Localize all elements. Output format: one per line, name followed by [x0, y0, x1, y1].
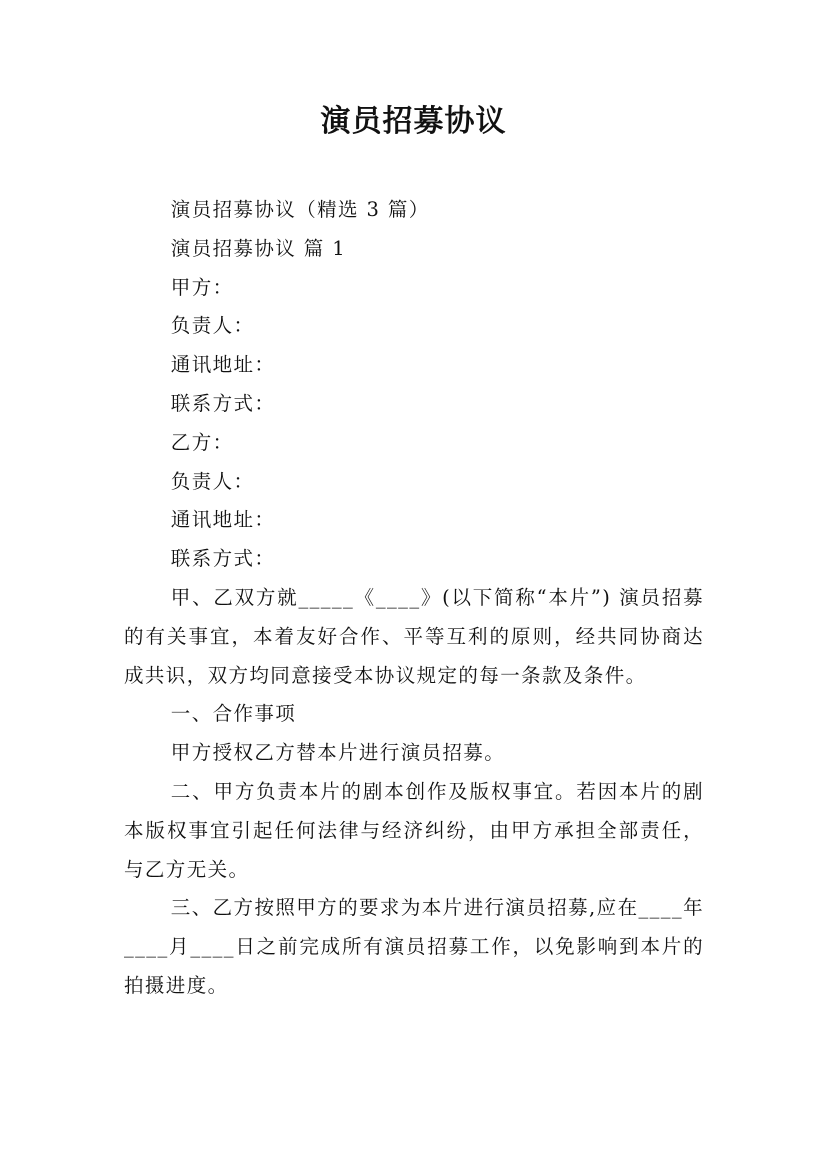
party-a-responsible-person: 负责人： — [170, 314, 255, 338]
party-a-address: 通讯地址： — [170, 353, 276, 377]
party-b-contact: 联系方式： — [170, 547, 276, 571]
clause-three-paragraph: 三、乙方按照甲方的要求为本片进行演员招募,应在____年____月____日之前完成所有演员招募工作，以免影响到本片的拍摄进度。 — [124, 896, 704, 997]
party-b-responsible-person: 负责人： — [170, 469, 255, 493]
clause-heading-cooperation: 一、合作事项 — [170, 702, 297, 726]
party-b-label: 乙方： — [170, 430, 234, 454]
party-b-address: 通讯地址： — [170, 508, 276, 532]
document-title: 演员招募协议 — [320, 104, 507, 139]
document-body — [124, 191, 704, 1006]
subtitle-line: 演员招募协议（精选 3 篇） — [170, 198, 430, 221]
section-heading-line: 演员招募协议 篇 1 — [170, 236, 347, 260]
party-a-label: 甲方： — [170, 275, 234, 299]
agreement-intro-paragraph: 甲、乙双方就_____《____》(以下简称“本片”) 演员招募的有关事宜，本着友好合作、平等互利的原则，经共同协商达成共识，双方均同意接受本协议规定的每一条款及条件。 — [124, 585, 704, 687]
party-a-contact: 联系方式： — [170, 391, 276, 415]
clause-two-paragraph: 二、甲方负责本片的剧本创作及版权事宜。若因本片的剧本版权事宜引起任何法律与经济纠纷，由甲方承担全部责任，与乙方无关。 — [124, 779, 704, 881]
clause-authorization-paragraph: 甲方授权乙方替本片进行演员招募。 — [170, 741, 506, 765]
